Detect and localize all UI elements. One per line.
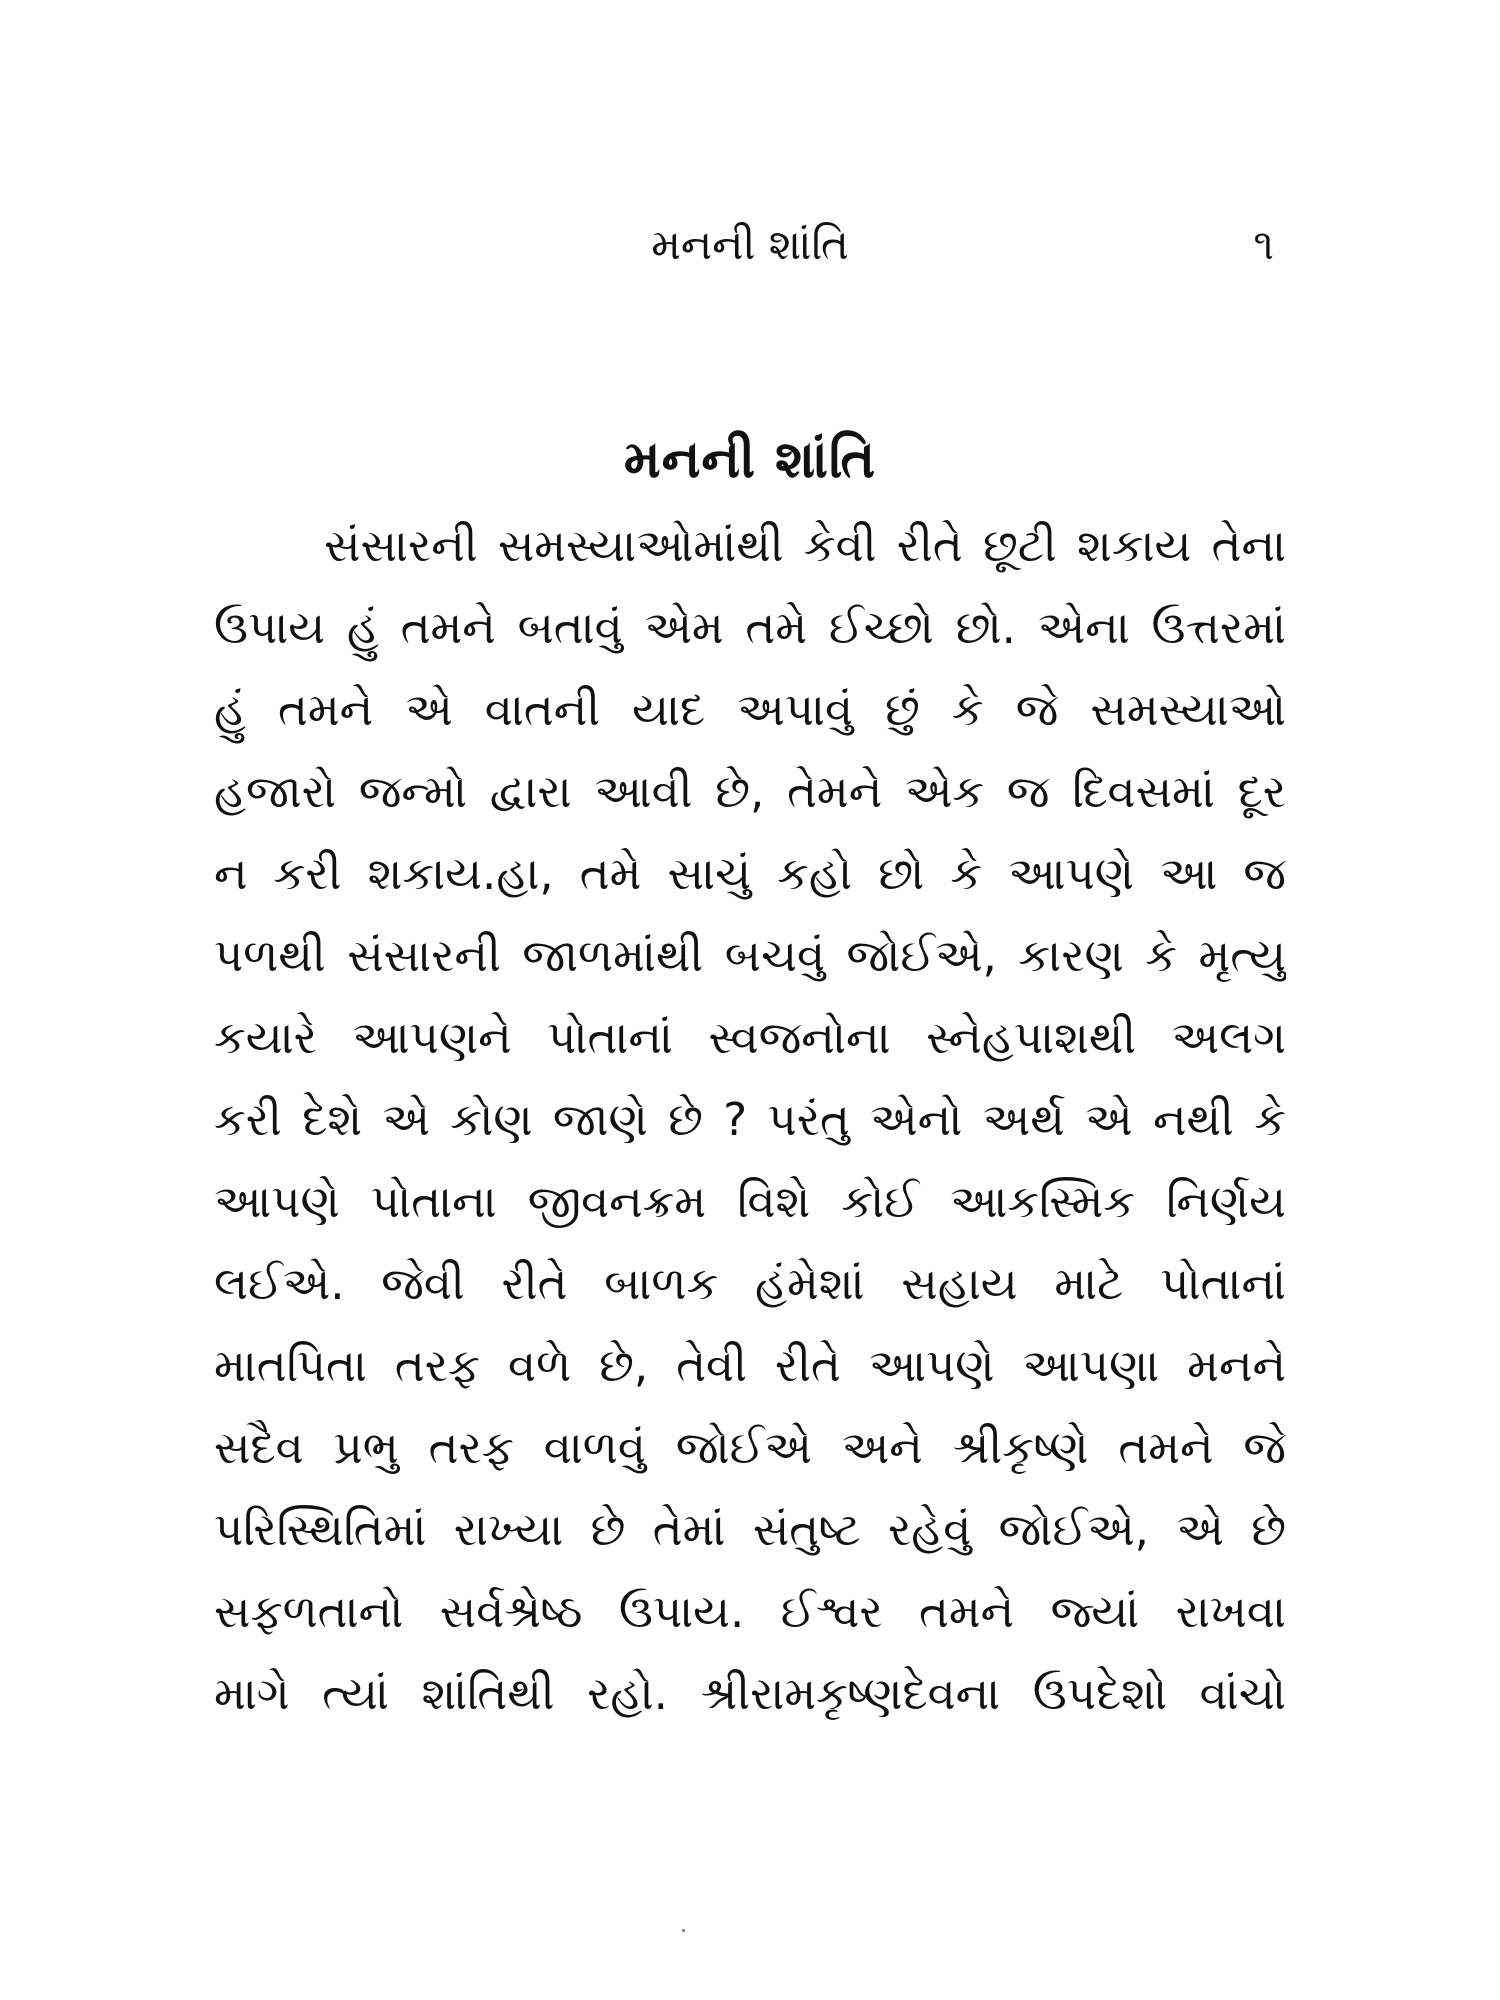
paper-speck	[682, 1929, 685, 1932]
body-line: માગે ત્યાં શાંતિથી રહો. શ્રીરામકૃષ્ણદેવના ઉપદેશો વાંચો	[214, 1667, 1286, 1720]
running-title: મનની શાંતિ	[651, 220, 849, 269]
body-line: હું તમને એ વાતની યાદ અપાવું છું કે જે સમસ્યાઓ	[214, 683, 1286, 736]
body-line: કરી દેશે એ કોણ જાણે છે ? પરંતુ એનો અર્થ એ નથી કે	[214, 1093, 1286, 1146]
body-line: પરિસ્થિતિમાં રાખ્યા છે તેમાં સંતુષ્ટ રહેવું જોઈએ, એ છે	[214, 1503, 1286, 1556]
body-paragraph	[214, 505, 1286, 1735]
body-line: હજારો જન્મો દ્વારા આવી છે, તેમને એક જ દિવસમાં દૂર	[214, 765, 1286, 818]
body-line: કયારે આપણને પોતાનાં સ્વજનોના સ્નેહપાશથી અલગ	[214, 1011, 1286, 1064]
body-line: પળથી સંસારની જાળમાંથી બચવું જોઈએ, કારણ કે મૃત્યુ	[214, 929, 1286, 982]
body-line: માતપિતા તરફ વળે છે, તેવી રીતે આપણે આપણા મનને	[214, 1339, 1286, 1392]
body-line: સદૈવ પ્રભુ તરફ વાળવું જોઈએ અને શ્રીકૃષ્ણે તમને જે	[214, 1421, 1286, 1474]
body-line: સંસારની સમસ્યાઓમાંથી કેવી રીતે છૂટી શકાય તેના	[324, 519, 1286, 572]
chapter-title: મનની શાંતિ	[623, 430, 877, 490]
running-header	[214, 215, 1286, 275]
page-number: ૧	[1253, 220, 1274, 269]
body-line: આપણે પોતાના જીવનક્રમ વિશે કોઈ આકસ્મિક નિર્ણય	[214, 1175, 1286, 1228]
body-line: ન કરી શકાય.હા, તમે સાચું કહો છો કે આપણે આ જ	[214, 847, 1286, 900]
body-line: ઉપાય હું તમને બતાવું એમ તમે ઈચ્છો છો. એના ઉત્તરમાં	[214, 601, 1286, 654]
body-line: સફળતાનો સર્વશ્રેષ્ઠ ઉપાય. ઈશ્વર તમને જ્યાં રાખવા	[214, 1585, 1286, 1638]
body-line: લઈએ. જેવી રીતે બાળક હંમેશાં સહાય માટે પોતાનાં	[214, 1257, 1286, 1310]
